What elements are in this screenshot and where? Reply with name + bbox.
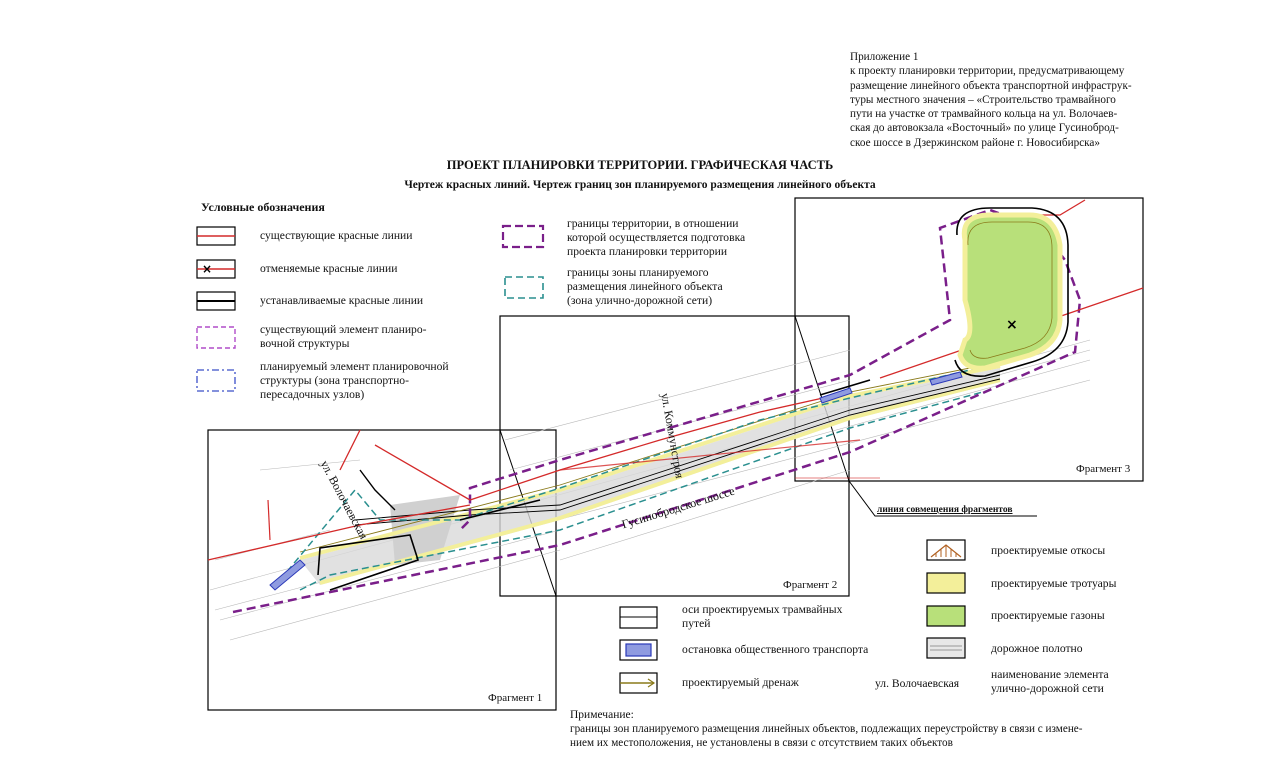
fragment-2-label: Фрагмент 2 [783,579,838,591]
join-line-label: линия совмещения фрагментов [877,505,1013,515]
legend-transit-stop: остановка общественного транспорта [682,643,869,656]
fragment-3-label: Фрагмент 3 [1076,463,1131,475]
legend-swatches-left [197,227,235,391]
legend-slopes: проектируемые откосы [991,544,1106,557]
appendix-line: ская до автовокзала «Восточный» по улице Гусиноброд- [850,122,1119,135]
legend-roadway: дорожное полотно [991,642,1083,655]
legend-street-name: наименование элемента улично-дорожной сети [991,668,1109,695]
legend-tram-axes: оси проектируемых трамвайных путей [682,603,843,630]
legend-existing-element: существующий элемент планиро- вочной структуры [260,323,427,350]
legend-lawns: проектируемые газоны [991,609,1105,622]
legend-territory-boundary: границы территории, в отношении которой осуществляется подготовка проекта планировки территории [567,217,746,258]
appendix-line: ское шоссе в Дзержинском районе г. Новосибирска» [850,136,1100,149]
legend-established-red-lines: устанавливаемые красные линии [260,294,424,307]
legend-existing-red-lines: существующие красные линии [260,229,413,242]
appendix-line: размещение линейного объекта транспортной инфраструк- [850,79,1132,92]
legend-zone-boundary: границы зоны планируемого размещения линейного объекта (зона улично-дорожной сети) [567,266,723,307]
street-label-gusinobrodskoe: Гусинобродское шоссе [620,483,737,532]
appendix-line: пути на участке от трамвайного кольца на ул. Волочаев- [850,108,1118,121]
legend-title: Условные обозначения [201,200,325,214]
appendix-line: к проекту планировки территории, предусматривающему [850,65,1125,78]
note-heading: Примечание: [570,709,634,721]
legend-swatches-bottom [620,607,657,693]
appendix-title: Приложение 1 [850,51,919,63]
page-subtitle: Чертеж красных линий. Чертеж границ зон планируемого размещения линейного объекта [404,179,876,191]
legend-drainage: проектируемый дренаж [682,676,799,689]
street-label-volochaevskaya: ул. Волочаевская [317,458,371,542]
legend-cancelled-red-lines: отменяемые красные линии [260,262,398,275]
legend-planned-element: планируемый элемент планировочной структуры (зона транспортно- пересадочных узлов) [260,360,449,401]
legend-swatches-right [927,540,965,658]
page-title: ПРОЕКТ ПЛАНИРОВКИ ТЕРРИТОРИИ. ГРАФИЧЕСКАЯ ЧАСТЬ [446,158,834,172]
legend-sidewalks: проектируемые тротуары [991,577,1117,590]
note-text: границы зон планируемого размещения линейных объектов, подлежащих переустройству в связи с измене- нием их местоположения, не установлены в связи с отсутствием таких объектов [570,723,1083,749]
legend-street-example: ул. Волочаевская [875,677,960,690]
appendix-line: туры местного значения – «Строительство трамвайного [850,93,1116,106]
fragment-1-frame [208,430,556,710]
legend-swatches-middle [503,226,543,298]
svg-text:×: × [202,262,213,276]
fragment-1-label: Фрагмент 1 [488,692,543,704]
svg-text:×: × [1006,317,1018,333]
street-label-kommunstroya: ул. Коммунстроя [658,392,687,480]
